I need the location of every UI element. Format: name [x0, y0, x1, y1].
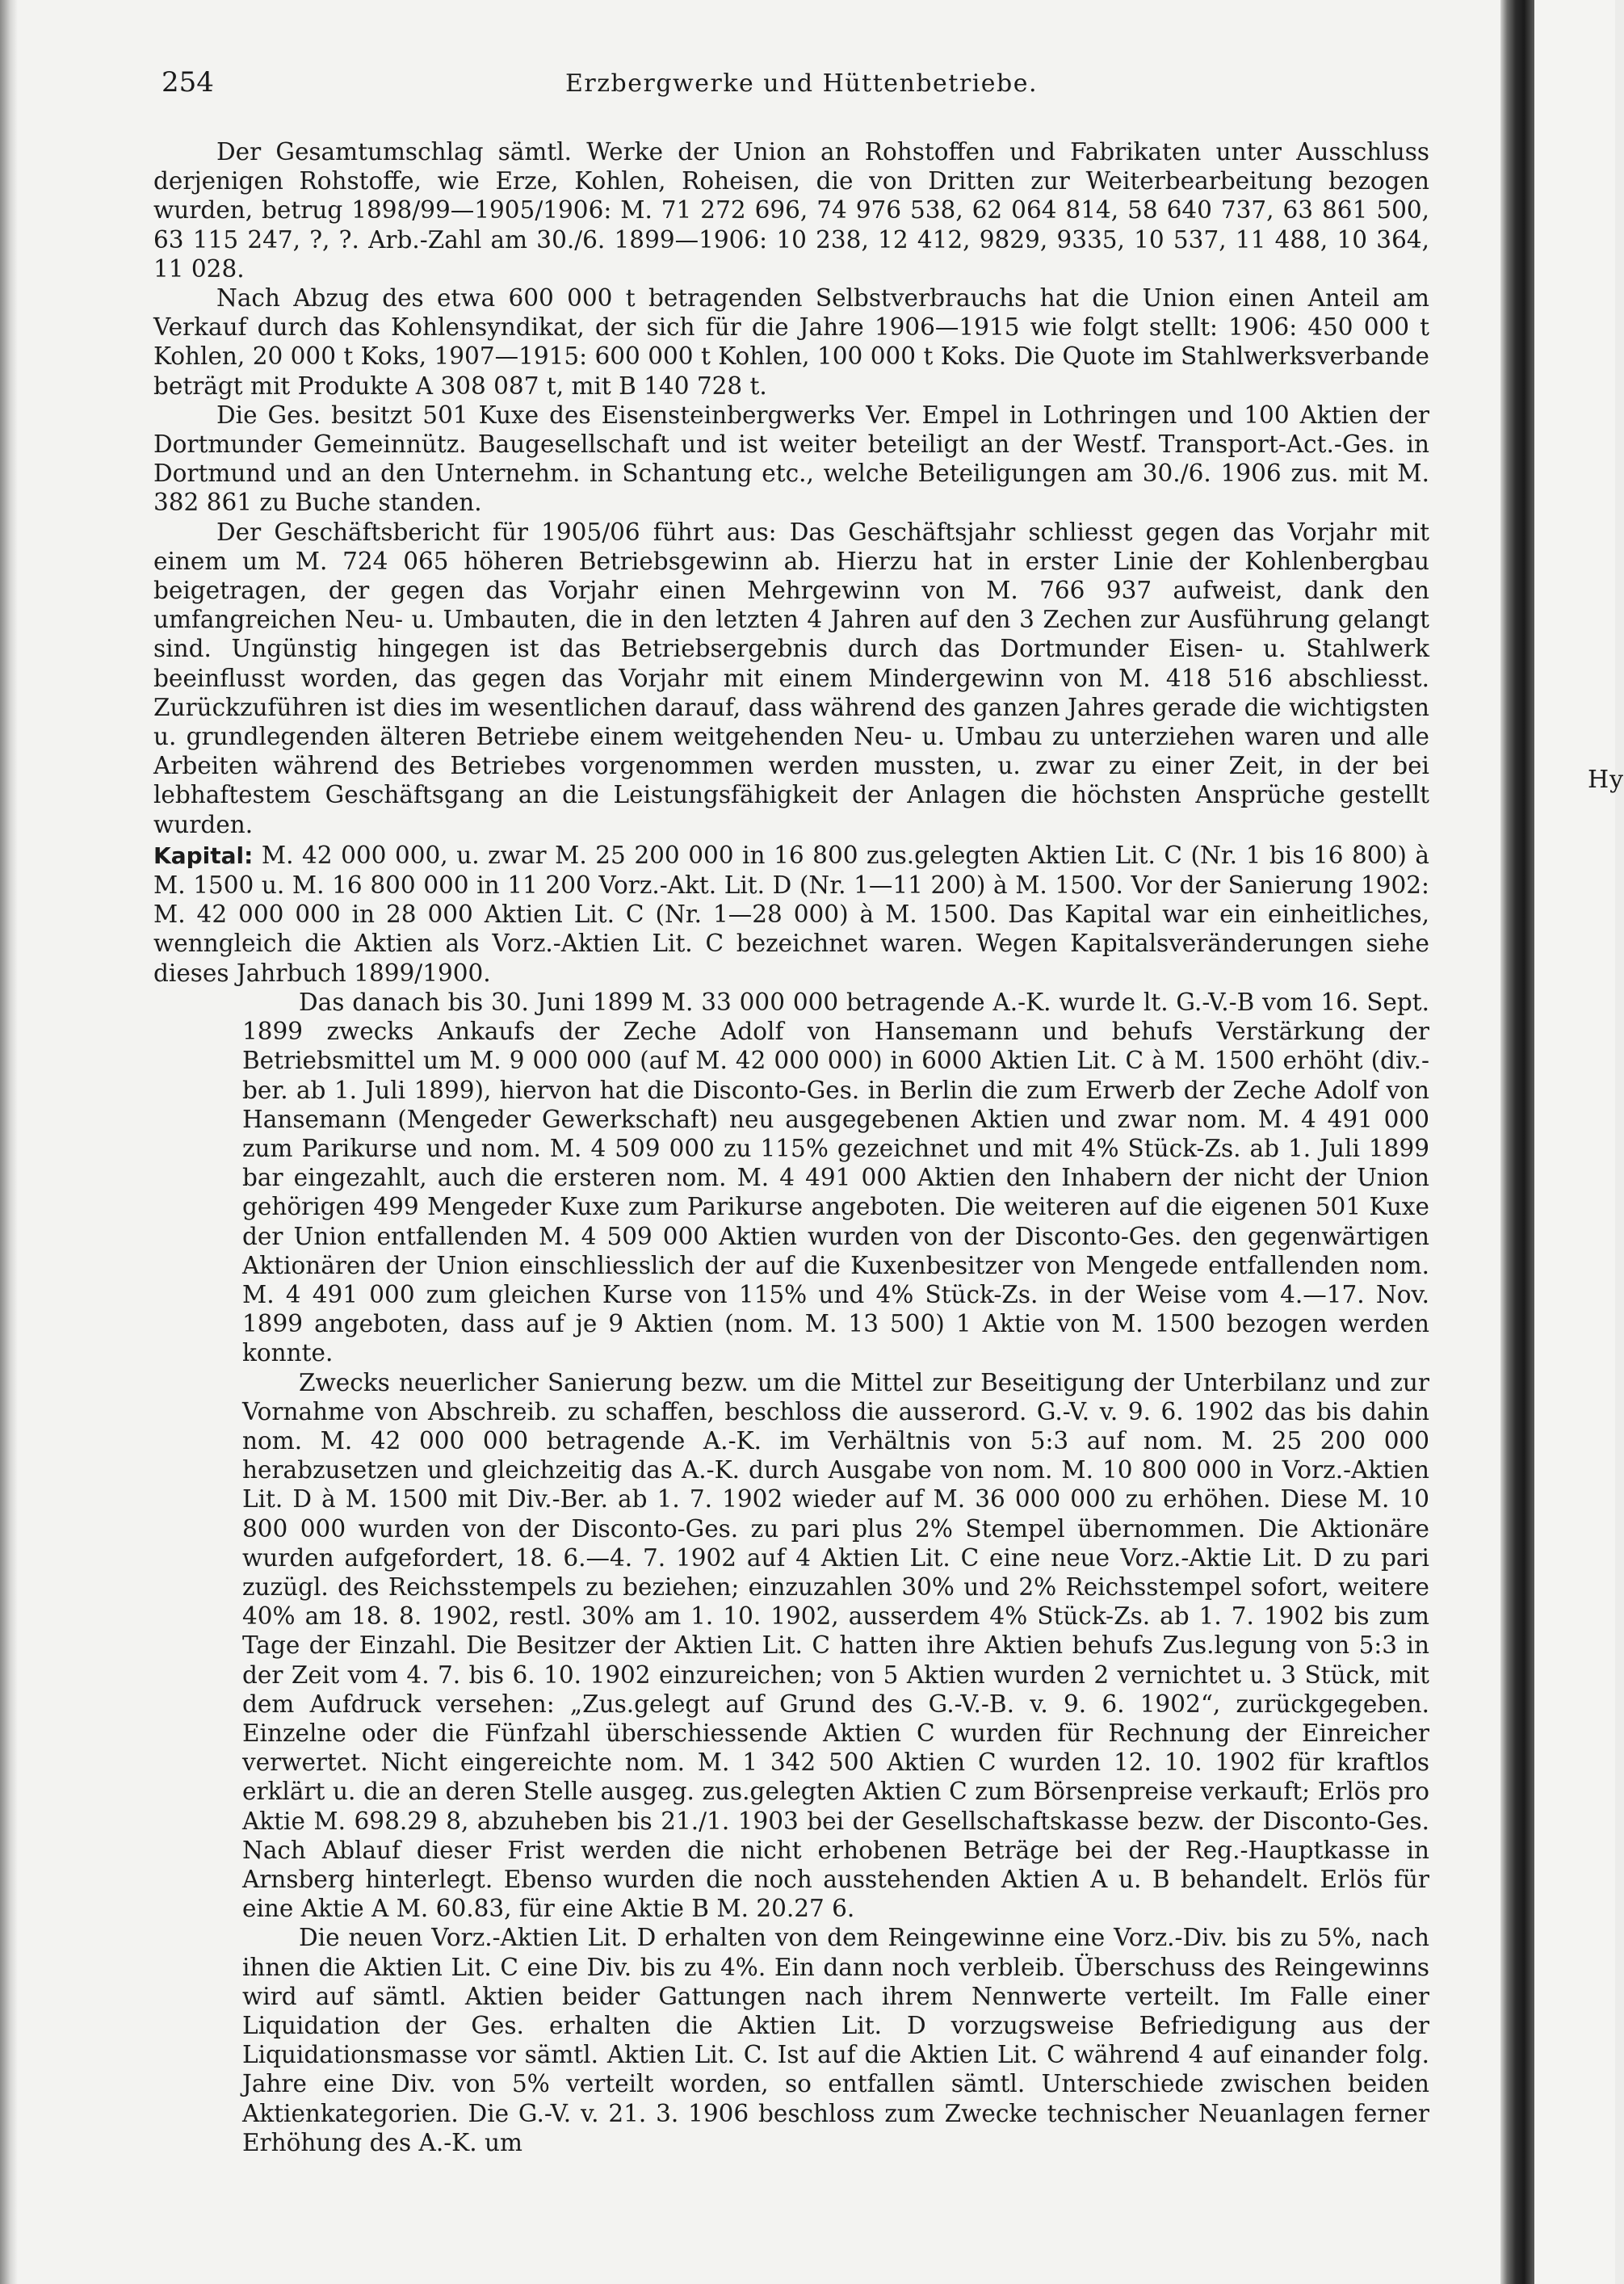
facing-page-fragment: Hy	[1588, 766, 1624, 794]
kapital-text: M. 42 000 000, u. zwar M. 25 200 000 in 16 800 zus.gelegten Aktien Lit. C (Nr. 1 bis 16 800) à M. 1500 u. M. 16 800 000 in 11 200 Vorz.-Akt. Lit. D (Nr. 1—11 200) à M. 1500. Vor der Sanierung 1902: M. 42 000 000 in 28 000 Aktien Lit. C (Nr. 1—28 000) à M. 1500. Das Kapital war ein einheitliches, wenngleich die Aktien als Vorz.-Aktien Lit. C bezeichnet waren. Wegen Kapitalsveränderungen siehe dieses Jahrbuch 1899/1900.	[153, 841, 1429, 987]
paragraph-gesamtumschlag: Der Gesamtumschlag sämtl. Werke der Union an Rohstoffen und Fabrikaten unter Ausschluss derjenigen Rohstoffe, wie Erze, Kohlen, Roheisen, die von Dritten zur Weiterbearbeitung bezogen wurden, betrug 1898/99—1905/1906: M. 71 272 696, 74 976 538, 62 064 814, 58 640 737, 63 861 500, 63 115 247, ?, ?. Arb.-Zahl am 30./6. 1899—1906: 10 238, 12 412, 9829, 9335, 10 537, 11 488, 10 364, 11 028.	[153, 138, 1429, 283]
page-left-edge	[0, 0, 18, 2284]
running-head: Erzbergwerke und Hüttenbetriebe.	[565, 69, 1039, 98]
paragraph-beteiligungen: Die Ges. besitzt 501 Kuxe des Eisensteinbergwerks Ver. Empel in Lothringen und 100 Aktien der Dortmunder Gemeinnütz. Baugesellschaft und ist weiter beteiligt an der Westf. Transport-Act.-Ges. in Dortmund und an den Unternehm. in Schantung etc., welche Beteiligungen am 30./6. 1906 zus. mit M. 382 861 zu Buche standen.	[153, 401, 1429, 517]
kapital-section	[153, 841, 1429, 988]
paragraph-kapitalerhoehung-1899: Das danach bis 30. Juni 1899 M. 33 000 000 betragende A.-K. wurde lt. G.-V.-B vom 16. Sept. 1899 zwecks Ankaufs der Zeche Adolf von Hansemann und behufs Verstärkung der Betriebsmittel um M. 9 000 000 (auf M. 42 000 000) in 6000 Aktien Lit. C à M. 1500 erhöht (div.-ber. ab 1. Juli 1899), hiervon hat die Disconto-Ges. in Berlin die zum Erwerb der Zeche Adolf von Hansemann (Mengeder Gewerkschaft) neu ausgegebenen Aktien und zwar nom. M. 4 491 000 zum Parikurse und nom. M. 4 509 000 zu 115% gezeichnet und mit 4% Stück-Zs. ab 1. Juli 1899 bar eingezahlt, auch die ersteren nom. M. 4 491 000 Aktien den Inhabern der nicht der Union gehörigen 499 Mengeder Kuxe zum Parikurse angeboten. Die weiteren auf die eigenen 501 Kuxe der Union entfallenden M. 4 509 000 Aktien wurden von der Disconto-Ges. den gegenwärtigen Aktionären der Union einschliesslich der auf die Kuxenbesitzer von Mengede entfallenden nom. M. 4 491 000 zum gleichen Kurse von 115% und 4% Stück-Zs. in der Weise vom 4.—17. Nov. 1899 angeboten, dass auf je 9 Aktien (nom. M. 13 500) 1 Aktie von M. 1500 bezogen werden konnte.	[242, 988, 1429, 1367]
facing-page-margin	[1534, 0, 1615, 2284]
kapital-label: Kapital:	[153, 842, 254, 869]
page-body	[153, 137, 1429, 2157]
paragraph-kohlensyndikat: Nach Abzug des etwa 600 000 t betragenden Selbstverbrauchs hat die Union einen Anteil am Verkauf durch das Kohlensyndikat, der sich für die Jahre 1906—1915 wie folgt stellt: 1906: 450 000 t Kohlen, 20 000 t Koks, 1907—1915: 600 000 t Kohlen, 100 000 t Koks. Die Quote im Stahlwerksverbande beträgt mit Produkte A 308 087 t, mit B 140 728 t.	[153, 284, 1429, 400]
page-number: 254	[162, 66, 214, 99]
binding-gutter	[1500, 0, 1534, 2284]
paragraph-geschaeftsbericht: Der Geschäftsbericht für 1905/06 führt aus: Das Geschäftsjahr schliesst gegen das Vorjahr mit einem um M. 724 065 höheren Betriebsgewinn ab. Hierzu hat in erster Linie der Kohlenbergbau beigetragen, der gegen das Vorjahr einen Mehrgewinn von M. 766 937 aufweist, dank den umfangreichen Neu- u. Umbauten, die in den letzten 4 Jahren auf den 3 Zechen zur Ausführung gelangt sind. Ungünstig hingegen ist das Betriebsergebnis durch das Dortmunder Eisen- u. Stahlwerk beeinflusst worden, das gegen das Vorjahr mit einem Mindergewinn von M. 418 516 abschliesst. Zurückzuführen ist dies im wesentlichen darauf, dass während des ganzen Jahres gerade die wichtigsten u. grundlegenden älteren Betriebe einem weitgehenden Neu- u. Umbau zu unterziehen waren und alle Arbeiten während des Betriebes vorgenommen werden mussten, u. zwar zu einer Zeit, in der bei lebhaftestem Geschäftsgang an die Leistungsfähigkeit der Anlagen die höchsten Ansprüche gestellt wurden.	[153, 518, 1429, 838]
paragraph-sanierung-1902: Zwecks neuerlicher Sanierung bezw. um die Mittel zur Beseitigung der Unterbilanz und zur Vornahme von Abschreib. zu schaffen, beschloss die ausserord. G.-V. v. 9. 6. 1902 das bis dahin nom. M. 42 000 000 betragende A.-K. im Verhältnis von 5:3 auf nom. M. 25 200 000 herabzusetzen und gleichzeitig das A.-K. durch Ausgabe von nom. M. 10 800 000 in Vorz.-Aktien Lit. D à M. 1500 mit Div.-Ber. ab 1. 7. 1902 wieder auf M. 36 000 000 zu erhöhen. Diese M. 10 800 000 wurden von der Disconto-Ges. zu pari plus 2% Stempel übernommen. Die Aktionäre wurden aufgefordert, 18. 6.—4. 7. 1902 auf 4 Aktien Lit. C eine neue Vorz.-Aktie Lit. D zu pari zuzügl. des Reichsstempels zu beziehen; einzuzahlen 30% und 2% Reichsstempel sofort, weitere 40% am 18. 8. 1902, restl. 30% am 1. 10. 1902, ausserdem 4% Stück-Zs. ab 1. 7. 1902 bis zum Tage der Einzahl. Die Besitzer der Aktien Lit. C hatten ihre Aktien behufs Zus.legung von 5:3 in der Zeit vom 4. 7. bis 6. 10. 1902 einzureichen; von 5 Aktien wurden 2 vernichtet u. 3 Stück, mit dem Aufdruck versehen: „Zus.gelegt auf Grund des G.-V.-B. v. 9. 6. 1902“, zurückgegeben. Einzelne oder die Fünfzahl überschiessende Aktien C wurden für Rechnung der Einreicher verwertet. Nicht eingereichte nom. M. 1 342 500 Aktien C wurden 12. 10. 1902 für kraftlos erklärt u. die an deren Stelle ausgeg. zus.gelegten Aktien C zum Börsenpreise verkauft; Erlös pro Aktie M. 698.29 8, abzuheben bis 21./1. 1903 bei der Gesellschaftskasse bezw. der Disconto-Ges. Nach Ablauf dieser Frist werden die nicht erhobenen Beträge bei der Reg.-Hauptkasse in Arnsberg hinterlegt. Ebenso wurden die noch ausstehenden Aktien A u. B behandelt. Erlös für eine Aktie A M. 60.83, für eine Aktie B M. 20.27 6.	[242, 1368, 1429, 1923]
page-header	[162, 66, 1421, 107]
paragraph-vorzugsaktien: Die neuen Vorz.-Aktien Lit. D erhalten von dem Reingewinne eine Vorz.-Div. bis zu 5%, nach ihnen die Aktien Lit. C eine Div. bis zu 4%. Ein dann noch verbleib. Überschuss des Reingewinns wird auf sämtl. Aktien beider Gattungen nach ihrem Nennwerte verteilt. Im Falle einer Liquidation der Ges. erhalten die Aktien Lit. D vorzugsweise Befriedigung aus der Liquidationsmasse vor sämtl. Aktien Lit. C. Ist auf die Aktien Lit. C während 4 auf einander folg. Jahre eine Div. von 5% verteilt worden, so entfallen sämtl. Unterschiede zwischen beiden Aktienkategorien. Die G.-V. v. 21. 3. 1906 beschloss zum Zwecke technischer Neuanlagen ferner Erhöhung des A.-K. um	[242, 1924, 1429, 2156]
